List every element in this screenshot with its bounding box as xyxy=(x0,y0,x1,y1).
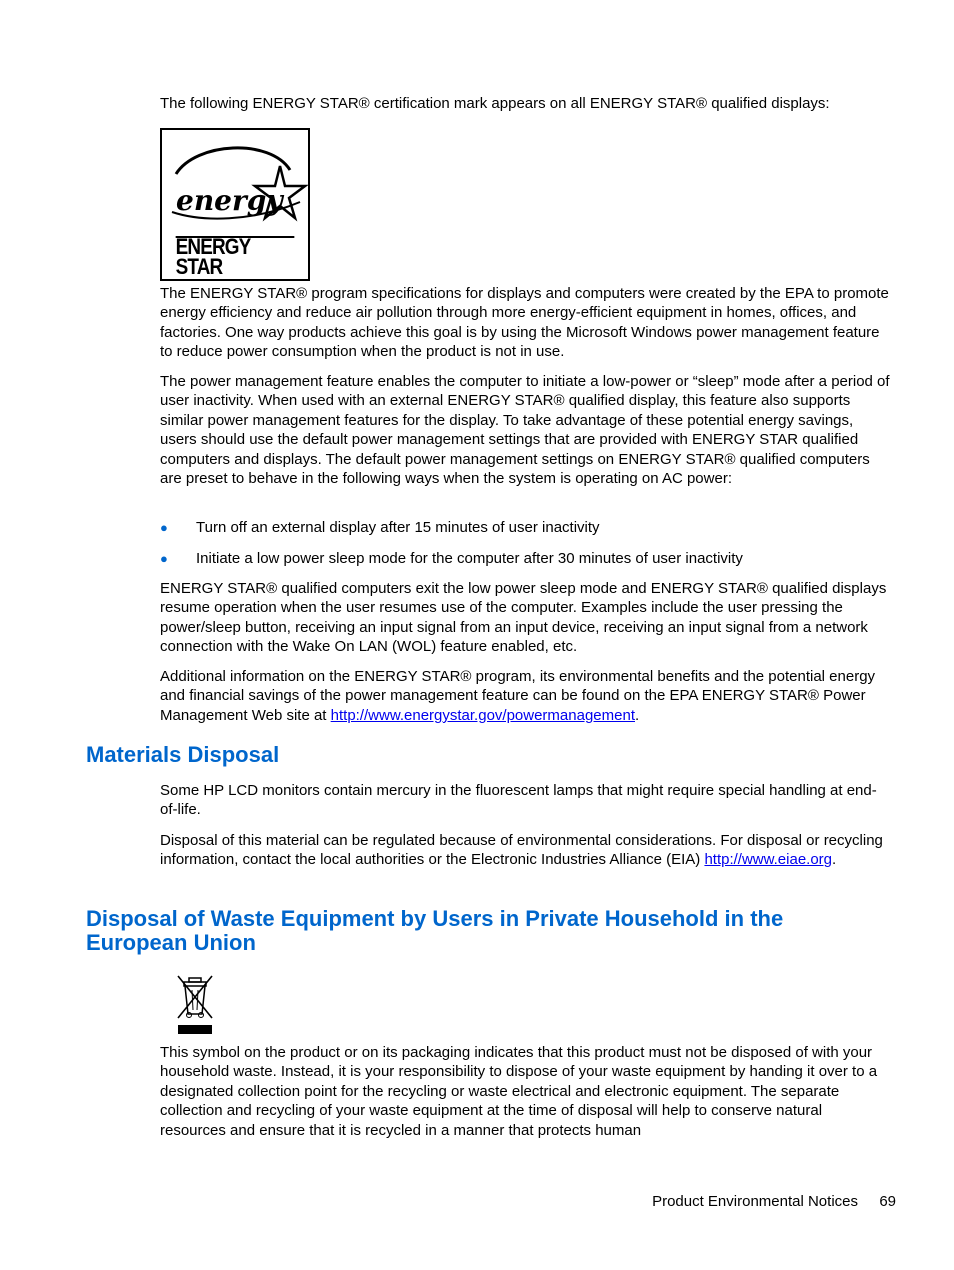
paragraph: ENERGY STAR® qualified computers exit the low power sleep mode and ENERGY STAR® qualified displays resume operation when the user resumes use of the computer. Examples include the user pressing the power/sleep button, receiving an input signal from an input device, receiving an input signal from a network connection with the Wake On LAN (WOL) feature enabled, etc. xyxy=(160,580,887,656)
svg-text:energy: energy xyxy=(176,184,283,217)
eia-paragraph: Disposal of this material can be regulated because of environmental considerations. For disposal or recycling information, contact the local authorities or the Electronic Industries Alliance (EIA) http://www.eiae.org. xyxy=(160,832,883,869)
intro-text: The following ENERGY STAR® certification mark appears on all ENERGY STAR® qualified displays: xyxy=(160,95,830,112)
paragraph: Some HP LCD monitors contain mercury in the fluorescent lamps that might require special handling at end-of-life. xyxy=(160,782,877,819)
list-item: Initiate a low power sleep mode for the computer after 30 minutes of user inactivity xyxy=(196,550,743,567)
footer-section-title: Product Environmental Notices xyxy=(652,1193,858,1210)
paragraph: The power management feature enables the computer to initiate a low-power or “sleep” mode after a period of user inactivity. When used with an external ENERGY STAR® qualified display, this feature also supports similar power management features for the display. To take advantage of these potential energy savings, users should use the default power management settings that are provided with ENERGY STAR qualified computers and displays. The default power management settings on ENERGY STAR® qualified computers are preset to behave in the following ways when the system is operating on AC power: xyxy=(160,373,890,488)
eiae-link[interactable]: http://www.eiae.org xyxy=(704,851,833,869)
bullet-icon: ● xyxy=(160,551,168,566)
bullet-icon: ● xyxy=(160,520,168,535)
list-item: Turn off an external display after 15 minutes of user inactivity xyxy=(196,519,600,536)
energy-star-band: ENERGY STAR xyxy=(176,236,295,275)
page-number: 69 xyxy=(879,1193,896,1210)
energy-star-logo xyxy=(160,128,310,281)
paragraph: This symbol on the product or on its packaging indicates that this product must not be disposed of with your household waste. Instead, it is your responsibility to dispose of your waste equipment by handing it over to a designated collection point for the recycling or waste electrical and electronic equipment. The separate collection and recycling of your waste equipment at the time of disposal will help to conserve natural resources and ensure that it is recycled in a manner that protects human xyxy=(160,1044,878,1139)
energy-star-mark-icon xyxy=(162,130,308,236)
energystar-link[interactable]: http://www.energystar.gov/powermanagement xyxy=(330,706,635,724)
paragraph: The ENERGY STAR® program specifications for displays and computers were created by the EPA to promote energy efficiency and reduce air pollution through more energy-efficient equipment in homes, offices, and factories. One way products achieve this goal is by using the Microsoft Windows power management feature to reduce power consumption when the product is not in use. xyxy=(160,285,889,361)
materials-disposal-heading: Materials Disposal xyxy=(86,742,280,767)
weee-crossed-bin-icon xyxy=(172,972,218,1036)
additional-info-text: Additional information on the ENERGY STAR® program, its environmental benefits and the potential energy and financial savings of the power management feature can be found on the EPA ENERGY STAR® Power Management Web site at xyxy=(160,668,876,724)
eu-disposal-heading: Disposal of Waste Equipment by Users in Private Household in the European Union xyxy=(86,906,784,955)
additional-info-paragraph: Additional information on the ENERGY STAR® program, its environmental benefits and the potential energy and financial savings of the power management feature can be found on the EPA ENERGY STAR® Power Management Web site at http://www.energystar.gov/powermanagement. xyxy=(160,668,876,724)
